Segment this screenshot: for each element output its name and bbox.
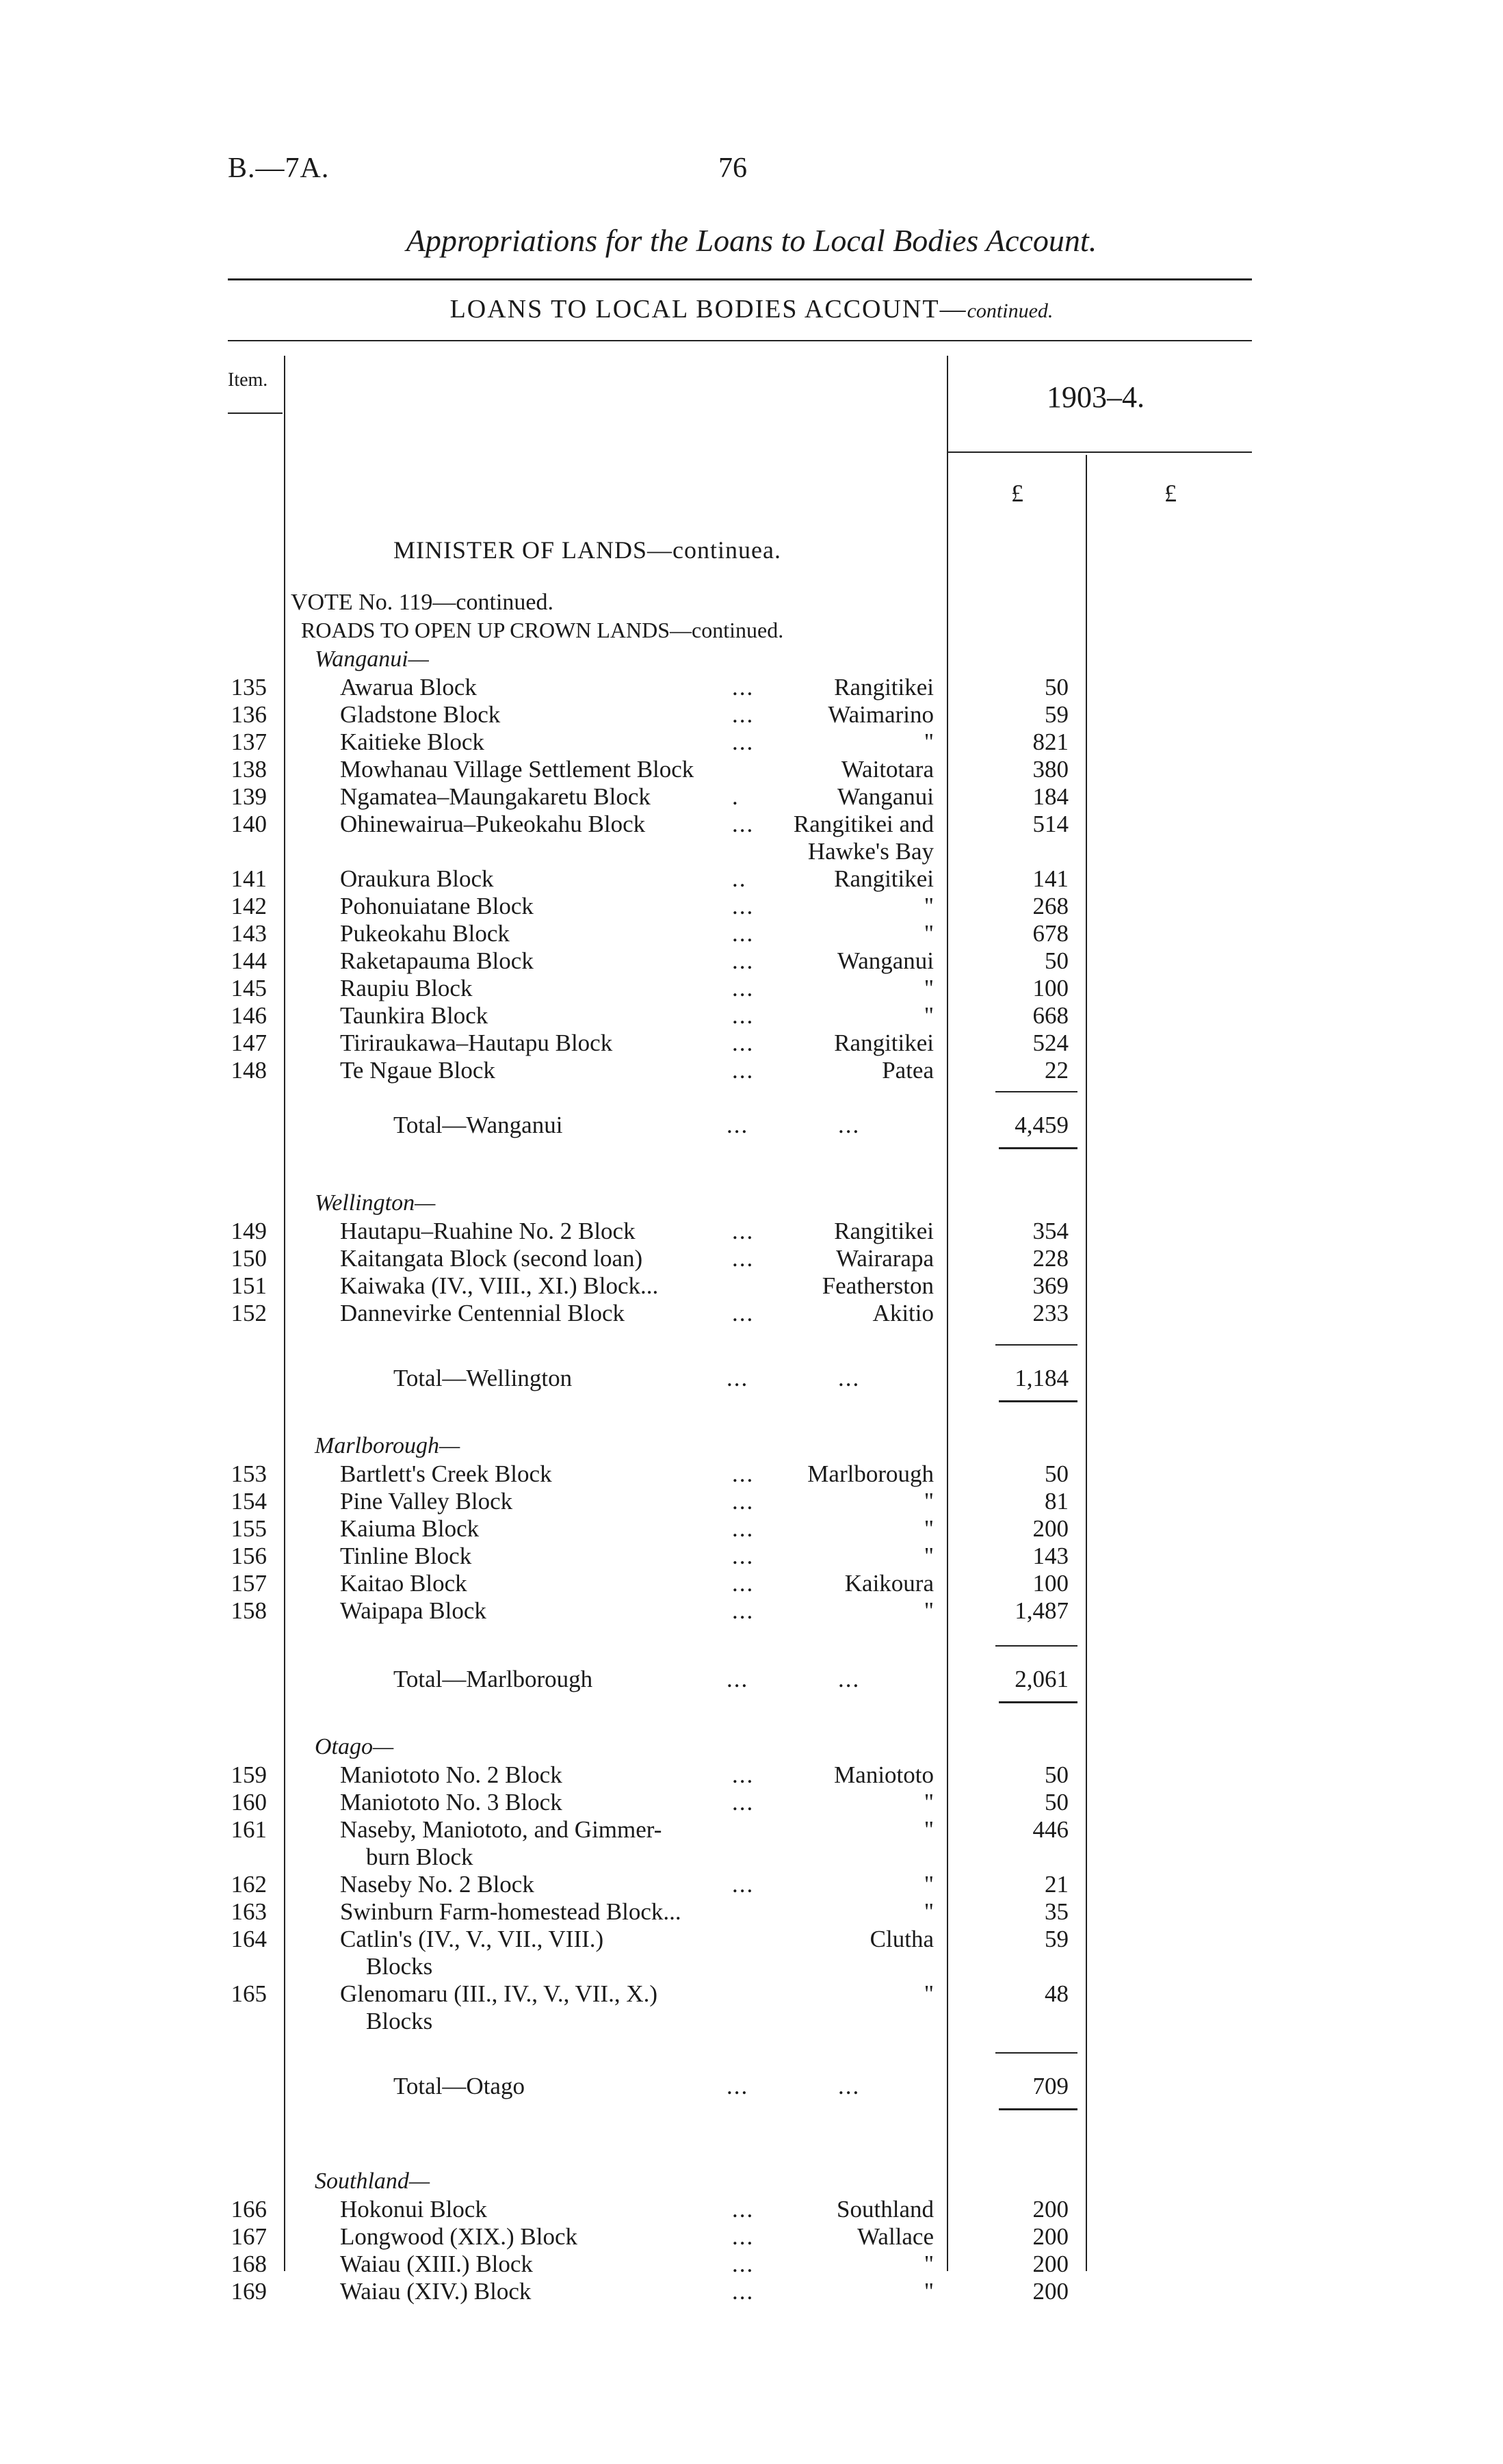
table-row [0,2223,1503,2251]
block-name: Waiau (XIV.) Block [340,2278,532,2305]
item-number: 153 [231,1460,267,1487]
leader-dots: ... [732,1218,755,1244]
total-rule [999,1701,1077,1703]
leader-dots: ... [732,811,755,837]
table-title-suffix: continued. [967,300,1054,322]
block-name: Maniototo No. 3 Block [340,1789,562,1816]
table-title [0,294,1503,324]
leader-dots: ... [838,1666,861,1692]
block-name: Mowhanau Village Settlement Block [340,756,694,783]
location: " [924,1002,934,1029]
item-number: 147 [231,1030,267,1056]
table-row [0,1570,1503,1597]
item-number: 136 [231,701,267,728]
amount: 35 [1045,1898,1069,1925]
amount: 380 [1032,756,1069,783]
table-row [0,729,1503,756]
item-number: 154 [231,1488,267,1515]
leader-dots: ... [732,674,755,700]
item-header-rule [228,412,283,414]
leader-dots: ... [732,1515,755,1542]
location: Maniototo [834,1761,934,1788]
block-name: Naseby No. 2 Block [340,1871,534,1898]
table-row [0,756,1503,783]
table-row [0,674,1503,701]
table-row [0,893,1503,920]
leader-dots: ... [732,1300,755,1326]
block-name: Taunkira Block [340,1002,488,1029]
amount: 200 [1032,2196,1069,2223]
block-name: Kaiuma Block [340,1515,480,1542]
table-row [0,1789,1503,1816]
table-row [0,1898,1503,1926]
location: " [924,975,934,1001]
block-name-continued: burn Block [366,1844,473,1870]
item-number: 139 [231,783,267,810]
table-row-continuation [0,1953,1503,1980]
amount: 184 [1032,783,1069,810]
block-name: Oraukura Block [340,865,494,892]
location: " [924,2278,934,2305]
location: Rangitikei [834,865,934,892]
amount: 200 [1032,2251,1069,2277]
amount: 233 [1032,1300,1069,1326]
page-number: 76 [718,153,747,184]
table-row [0,1761,1503,1789]
leader-dots: ... [838,2073,861,2099]
leader-dots: ... [732,2196,755,2223]
item-number: 158 [231,1597,267,1624]
leader-dots: ... [732,1245,755,1272]
item-number: 150 [231,1245,267,1272]
leader-dots: .. [732,865,747,892]
location: Akitio [872,1300,934,1326]
leader-dots: ... [727,1112,749,1138]
amount: 268 [1032,893,1069,919]
table-row [0,1460,1503,1488]
leader-dots: ... [732,701,755,728]
leader-dots: ... [732,2278,755,2305]
location: Wallace [857,2223,934,2250]
table-row [0,975,1503,1002]
district-heading: Otago— [315,1734,394,1759]
location: " [924,1816,934,1843]
item-number: 159 [231,1761,267,1788]
item-number: 138 [231,756,267,783]
subtotal-rule [995,1645,1077,1647]
item-number: 160 [231,1789,267,1816]
item-number: 169 [231,2278,267,2305]
block-name: Raketapauma Block [340,947,534,974]
total-amount: 2,061 [1015,1666,1069,1692]
amount: 50 [1045,674,1069,700]
block-name: Tinline Block [340,1543,472,1569]
location: " [924,2251,934,2277]
amount: 81 [1045,1488,1069,1515]
block-name: Ohinewairua–Pukeokahu Block [340,811,646,837]
leader-dots: ... [732,1002,755,1029]
table-row [0,1488,1503,1515]
table-row [0,2196,1503,2223]
page-subtitle: Appropriations for the Loans to Local Bodies Account. [406,223,1097,258]
block-name: Pohonuiatane Block [340,893,534,919]
location: Rangitikei [834,674,934,700]
location: Southland [837,2196,934,2223]
block-name: Awarua Block [340,674,477,700]
item-number: 166 [231,2196,267,2223]
total-label: Total—Wanganui [393,1112,563,1138]
leader-dots: ... [732,1543,755,1569]
block-name-continued: Blocks [366,1953,433,1980]
item-number: 140 [231,811,267,837]
total-rule [999,2108,1077,2110]
location: " [924,1980,934,2007]
table-row [0,2251,1503,2278]
vote-heading: VOTE No. 119—continued. [291,590,554,615]
leader-dots: ... [727,1666,749,1692]
location: " [924,1515,934,1542]
block-name: Pine Valley Block [340,1488,513,1515]
table-row [0,2278,1503,2305]
table-row [0,1002,1503,1030]
subtotal-rule [995,1344,1077,1346]
item-number: 144 [231,947,267,974]
item-number: 137 [231,729,267,755]
location: Marlborough [807,1460,934,1487]
block-name: Te Ngaue Block [340,1057,495,1084]
item-number: 142 [231,893,267,919]
amount: 59 [1045,1926,1069,1952]
amount: 821 [1032,729,1069,755]
location: " [924,1789,934,1816]
location: " [924,1488,934,1515]
table-row-continuation [0,1844,1503,1871]
leader-dots: ... [732,1597,755,1624]
table-title-main: LOANS TO LOCAL BODIES ACCOUNT— [449,295,967,324]
block-name: Kaitieke Block [340,729,484,755]
leader-dots: ... [732,1871,755,1898]
year-header-rule [947,451,1252,453]
block-name: Naseby, Maniototo, and Gimmer- [340,1816,662,1843]
block-name: Longwood (XIX.) Block [340,2223,578,2250]
block-name: Swinburn Farm-homestead Block... [340,1898,681,1925]
pound-column-2: £ [1164,480,1177,507]
item-number: 141 [231,865,267,892]
minister-heading: MINISTER OF LANDS—continuea. [393,536,781,564]
item-number: 162 [231,1871,267,1898]
amount: 143 [1032,1543,1069,1569]
block-name: Pukeokahu Block [340,920,510,947]
amount: 369 [1032,1272,1069,1299]
total-rule [999,1400,1077,1402]
amount: 1,487 [1015,1597,1069,1624]
table-row [0,865,1503,893]
block-name: Waipapa Block [340,1597,486,1624]
leader-dots: ... [732,729,755,755]
amount: 50 [1045,1761,1069,1788]
amount: 21 [1045,1871,1069,1898]
amount: 668 [1032,1002,1069,1029]
table-row [0,1057,1503,1084]
block-name: Tiriraukawa–Hautapu Block [340,1030,613,1056]
amount: 446 [1032,1816,1069,1843]
table-row-continuation [0,838,1503,865]
item-number: 164 [231,1926,267,1952]
district-heading: Wellington— [315,1190,436,1216]
district-heading: Wanganui— [315,646,429,672]
block-name: Gladstone Block [340,701,501,728]
block-name: Raupiu Block [340,975,473,1001]
amount: 100 [1032,975,1069,1001]
leader-dots: ... [727,2073,749,2099]
amount: 524 [1032,1030,1069,1056]
location: Patea [882,1057,934,1084]
total-amount: 1,184 [1015,1365,1069,1391]
amount: 50 [1045,1460,1069,1487]
amount: 22 [1045,1057,1069,1084]
block-name: Maniototo No. 2 Block [340,1761,562,1788]
amount: 354 [1032,1218,1069,1244]
amount: 100 [1032,1570,1069,1597]
district-heading: Southland— [315,2168,430,2194]
item-number: 152 [231,1300,267,1326]
total-rule [999,1147,1077,1149]
subtotal-rule [995,2052,1077,2054]
leader-dots: ... [732,2223,755,2250]
location: " [924,1543,934,1569]
block-name: Kaiwaka (IV., VIII., XI.) Block... [340,1272,659,1299]
table-row [0,920,1503,947]
item-number: 145 [231,975,267,1001]
leader-dots: ... [732,893,755,919]
leader-dots: ... [732,1761,755,1788]
leader-dots: ... [838,1112,861,1138]
table-row [0,701,1503,729]
block-name: Dannevirke Centennial Block [340,1300,625,1326]
leader-dots: ... [732,2251,755,2277]
amount: 228 [1032,1245,1069,1272]
leader-dots: ... [732,975,755,1001]
leader-dots: ... [732,1570,755,1597]
table-row [0,1597,1503,1625]
block-name-continued: Blocks [366,2008,433,2034]
item-number: 157 [231,1570,267,1597]
table-row [0,1300,1503,1327]
location: Kaikoura [844,1570,934,1597]
amount: 678 [1032,920,1069,947]
block-name: Kaitao Block [340,1570,467,1597]
amount: 59 [1045,701,1069,728]
table-row-continuation [0,2008,1503,2035]
leader-dots: ... [732,920,755,947]
location-continued: Hawke's Bay [807,838,934,865]
roads-heading: ROADS TO OPEN UP CROWN LANDS—continued. [301,618,784,642]
table-row [0,811,1503,838]
block-name: Hautapu–Ruahine No. 2 Block [340,1218,636,1244]
location: " [924,1597,934,1624]
block-name: Ngamatea–Maungakaretu Block [340,783,651,810]
location: Waitotara [841,756,934,783]
amount: 50 [1045,1789,1069,1816]
table-row [0,1980,1503,2008]
item-number: 135 [231,674,267,700]
amount: 200 [1032,2278,1069,2305]
location: Wanganui [837,783,934,810]
item-number: 161 [231,1816,267,1843]
total-label: Total—Marlborough [393,1666,593,1692]
amount: 200 [1032,2223,1069,2250]
leader-dots: . [732,783,740,810]
location: " [924,920,934,947]
item-number: 146 [231,1002,267,1029]
leader-dots: ... [732,1460,755,1487]
total-label: Total—Otago [393,2073,525,2099]
block-name: Kaitangata Block (second loan) [340,1245,643,1272]
location: " [924,1898,934,1925]
item-number: 165 [231,1980,267,2007]
item-number: 163 [231,1898,267,1925]
table-row [0,947,1503,975]
leader-dots: ... [732,1030,755,1056]
table-row [0,1272,1503,1300]
table-row [0,1218,1503,1245]
leader-dots: ... [732,1057,755,1084]
table-row [0,1030,1503,1057]
item-number: 151 [231,1272,267,1299]
leader-dots: ... [732,1789,755,1816]
amount: 514 [1032,811,1069,837]
top-rule [228,278,1252,280]
block-name: Glenomaru (III., IV., V., VII., X.) [340,1980,658,2007]
total-amount: 4,459 [1015,1112,1069,1138]
block-name: Catlin's (IV., V., VII., VIII.) [340,1926,604,1952]
total-amount: 709 [1032,2073,1069,2099]
block-name: Hokonui Block [340,2196,487,2223]
table-row [0,1816,1503,1844]
location: " [924,893,934,919]
location: " [924,1871,934,1898]
document-reference: B.—7A. [228,153,330,184]
leader-dots: ... [838,1365,861,1391]
location: Waimarino [828,701,934,728]
title-rule [228,340,1252,341]
table-row [0,783,1503,811]
block-name: Waiau (XIII.) Block [340,2251,533,2277]
location: Rangitikei [834,1218,934,1244]
district-heading: Marlborough— [315,1433,460,1458]
location: Rangitikei [834,1030,934,1056]
item-number: 149 [231,1218,267,1244]
item-number: 156 [231,1543,267,1569]
leader-dots: ... [727,1365,749,1391]
location: Featherston [822,1272,934,1299]
location: Wanganui [837,947,934,974]
year-column-header: 1903–4. [1047,380,1145,414]
table-row [0,1515,1503,1543]
item-number: 168 [231,2251,267,2277]
leader-dots: ... [732,947,755,974]
location: Rangitikei and [793,811,934,837]
amount: 50 [1045,947,1069,974]
table-row [0,1543,1503,1570]
item-column-header: Item. [228,369,268,391]
location: Wairarapa [836,1245,934,1272]
amount: 48 [1045,1980,1069,2007]
total-label: Total—Wellington [393,1365,573,1391]
pound-column-1: £ [1011,480,1023,507]
item-number: 143 [231,920,267,947]
subtotal-rule [995,1091,1077,1092]
table-row [0,1245,1503,1272]
amount: 141 [1032,865,1069,892]
item-number: 148 [231,1057,267,1084]
location: Clutha [870,1926,934,1952]
item-number: 155 [231,1515,267,1542]
item-number: 167 [231,2223,267,2250]
amount: 200 [1032,1515,1069,1542]
block-name: Bartlett's Creek Block [340,1460,552,1487]
leader-dots: ... [732,1488,755,1515]
table-row [0,1926,1503,1953]
location: " [924,729,934,755]
table-row [0,1871,1503,1898]
